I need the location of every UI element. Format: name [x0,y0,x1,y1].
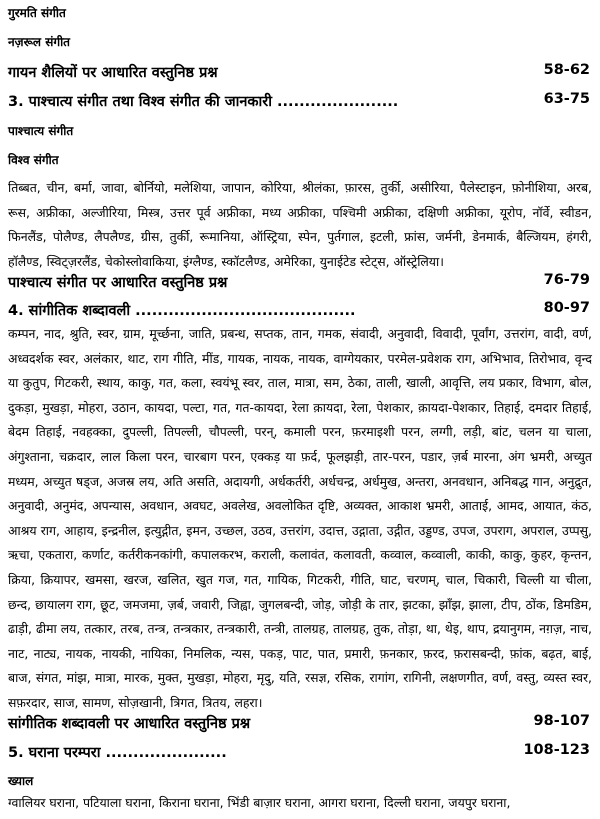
entry-nazrul-sangeet: नज़रूल संगीत [8,35,71,49]
entry-world-music: विश्व संगीत [8,153,59,167]
entry-title: पाश्चात्य संगीत पर आधारित वस्तुनिष्ठ प्रश्न [8,275,228,291]
entry-title: गायन शैलियों पर आधारित वस्तुनिष्ठ प्रश्न [8,65,218,81]
entry-gayan-questions [8,62,590,82]
page-range: 108-123 [523,742,590,758]
entry-western-music: पाश्चात्य संगीत [8,124,74,138]
entry-khayal: ख्याल [8,774,34,788]
page-range: 76-79 [543,272,590,288]
page-range: 98-107 [533,713,590,729]
chapter-4-heading [8,300,590,320]
chapter-5-heading [8,742,590,762]
entry-western-questions [8,272,590,292]
page-range: 58-62 [543,62,590,78]
chapter-title: 5. घराना परम्परा ...................... [8,745,227,761]
page-range: 63-75 [543,91,590,107]
entry-title: सांगीतिक शब्दावली पर आधारित वस्तुनिष्ठ प्रश्न [8,716,251,732]
chapter-title: 3. पाश्चात्य संगीत तथा विश्व संगीत की जानकारी ...................... [8,94,399,110]
countries-paragraph: तिब्बत, चीन, बर्मा, जावा, बोर्नियो, मलेशिया, जापान, कोरिया, श्रीलंका, फ़ारस, तुर्की, असीरिया, पैलेस्टाइन, फ़ोनीशिया, अरब, रूस, अफ्रीका, अल्जीरिया, मिस्त्र, उत्तर पूर्व अफ्रीका, मध्य अफ्रीका, पश्चिमी अफ्रीका, दक्षिणी अफ्रीका, यूरोप, नॉर्वे, स्वीडन, फिनलैंड, पोलैण्ड, लैपलैण्ड, ग्रीस, तुर्की, रूमानिया, ऑस्ट्रिया, स्पेन, पुर्तगाल, इटली, फ्रांस, जर्मनी, डेनमार्क, बैल्जियम, हंगरी, हॉलैण्ड, स्विट्ज़रलैंड, चेकोस्लोवाकिया, इंग्लैण्ड, स्कॉटलैण्ड, अमेरिका, युनाईटेड स्टेट्स, ऑस्ट्रेलिया। [8,180,592,269]
gharanas-line: ग्वालियर घराना, पटियाला घराना, किराना घराना, भिंडी बाज़ार घराना, आगरा घराना, दिल्ली घराना, जयपुर घराना, [8,795,511,810]
page-range: 80-97 [543,300,590,316]
chapter-3-heading [8,91,590,111]
chapter-title: 4. सांगीतिक शब्दावली ........................................ [8,303,356,319]
glossary-paragraph: कम्पन, नाद, श्रुति, स्वर, ग्राम, मूर्च्छना, जाति, प्रबन्ध, सप्तक, तान, गमक, संवादी, अनुवादी, विवादी, पूर्वांग, उत्तरांग, वादी, वर्ण, अध्वदर्शक स्वर, अलंकार, थाट, राग गीति, मींड, गायक, नायक, नायक, वाग्गेयकार, परमेल-प्रवेशक राग, अभिभाव, तिरोभाव, वृन्द या कुतुप, गिटकरी, स्थाय, काकु, गत, कला, स्वयंभू स्वर, ताल, मात्रा, सम, ठेका, ताली, खाली, आवृत्ति, लय प्रकार, विभाग, बोल, दुकड़ा, मुखड़ा, मोहरा, उठान, कायदा, पल्टा, गत, गत-कायदा, रेला क़ायदा, रेला, पेशकार, क़ायदा-पेशकार, तिहाई, दमदार तिहाई, बेदम तिहाई, नवहक्का, दुपल्ली, तिपल्ली, चौपल्ली, परन्, कमाली परन, फ़रमाइशी परन, लग्गी, लड़ी, बांट, चलन या चाला, अंगुश्ताना, चक्रदार, लाल किला परन, चारबाग परन, एक्कड़ या फ़र्द, फूलझड़ी, तार-परन, पडार, ज़र्ब मारना, अंग भ्रमरी, अच्युत मध्यम, अच्युत षड्ज, अजस्र लय, अति असति, अदायगी, अर्धकर्तरी, अर्धचन्द्र, अर्धमुख, अन्तरा, अनवधान, अनिबद्ध गान, अनुद्रुत, अनुवादी, अनुमंद, अपन्यास, अवधान, अवघट, अवलेख, अवलोकित दृष्टि, अव्यक्त, आकाश भ्रमरी, आताई, आमद, आयात, कंठ, आश्रय राग, आहाय, इन्द्रनील, इत्युद्गीत, इमन, उच्छल, उठव, उत्तरांग, उदात्त, उद्गाता, उद्गीत, उड्डण्ड, उपज, उपराग, अपराल, उप्पसु, ऋचा, एकतारा, कर्णाट, कर्तरीकनकांगी, कपालकरभ, कराली, कलावंत, कलावती, कव्वाल, कव्वाली, काकी, काकु, कुहर, कृन्तन, क्रिया, क्रियापर, खमसा, खरज, खलित, खुत गज, गत, गायिक, गिटकरी, गीति, घाट, चरणम्, चाल, चिकारी, चिल्ली या चीला, छन्द, छायालग राग, छूट, जमजमा, ज़र्ब, जवारी, जिह्वा, जुगलबन्दी, जोड़, जोड़ी के तार, झटका, झाँझ, झाला, टीप, ठोंक, डिमडिम, ढाड़ी, ढीमा लय, तत्कार, तरब, तन्त्र, तन्त्रकार, तन्त्रकारी, तन्त्री, तालग्रह, तालग्रह, तुक, तोड़ा, था, थेइ, थाप, द्रयानुगम, नग़ज़, नाच, नाट, नाट्य, नायक, नायकी, नायिका, निमलिक, न्यस, पकड़, पाट, पात, प्रमारी, फ़नकार, फ़रद, फ़रासबन्दी, फ़ांक, बढ़त, बाई, बाज, संगत, मांझ, मात्रा, मारक, मुक्त, मुखड़ा, मोहरा, मृदु, यति, रसज्ञ, रसिक, रागांग, रागिनी, लक्षणगीत, वर्ण, वस्तु, व्यस्त स्वर, सफ़रदार, साज, सामण, सोज़खानी, त्रिगत, त्रितय, लहरा। [8,326,592,710]
entry-gurmat-sangeet: गुरमति संगीत [8,6,66,20]
entry-vocab-questions [8,713,590,733]
